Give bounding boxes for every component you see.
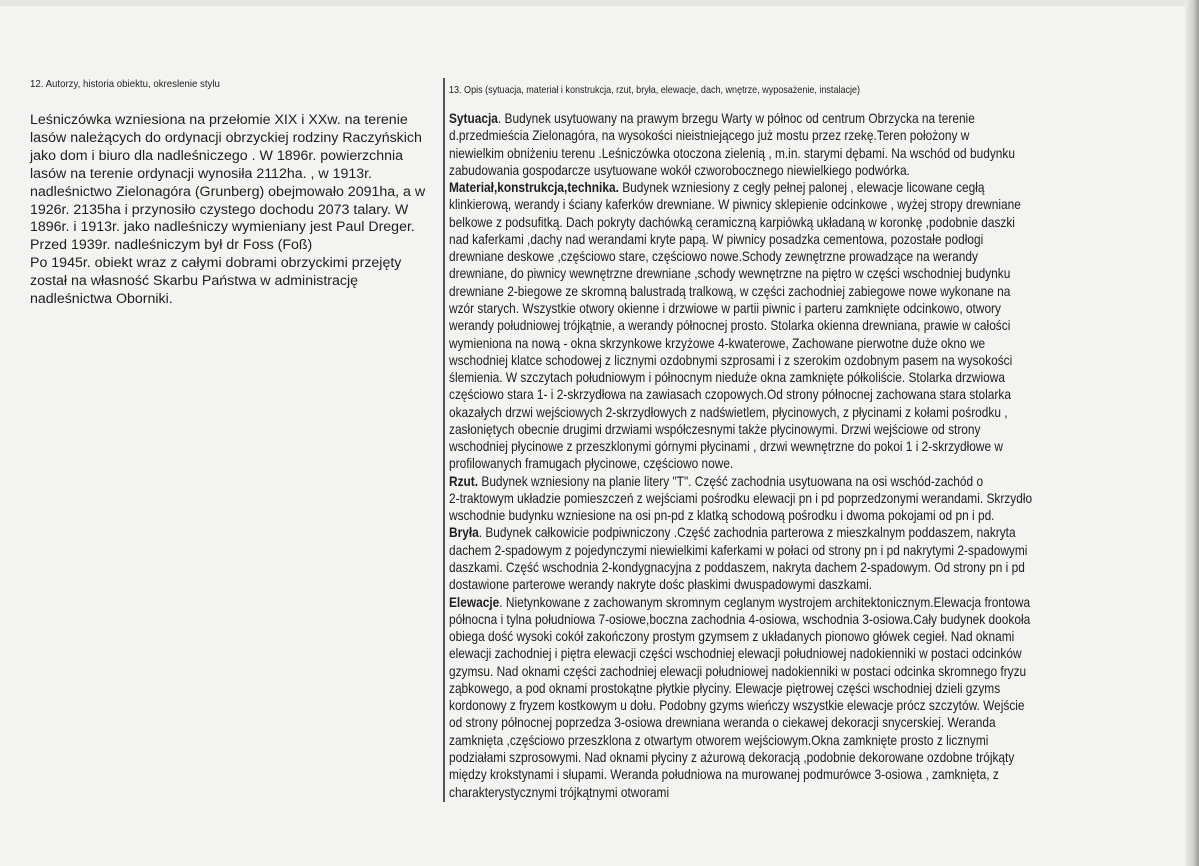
- text-line: [449, 542, 1027, 559]
- section-heading: Sytuacja: [449, 111, 498, 126]
- section-12-header: 12. Autorzy, historia obiektu, okreslenie stylu: [30, 78, 220, 90]
- line-text: wzór starych. Wszystkie otwory okienne i drzwiowe w partii piwnic i parteru zamknięte odcinkowo, otwory: [449, 300, 1001, 316]
- line-text: werandy południowej trójkątnie, a werandy północnej prosto. Stolarka okienna drewniana, prawie w całości: [449, 318, 1011, 334]
- line-text: daszkami. Część wschodnia 2-kondygnacyjna z poddaszem, nakryta dachem 2-spadowym. Od strony pn i pd: [449, 560, 1025, 576]
- line-text: ząbkowego, a pod oknami prostokątne płytkie płyciny. Elewacje piętrowej części wschodniej dzieli gzyms: [449, 680, 1001, 696]
- text-line: Po 1945r. obiekt wraz z całymi dobrami obrzyckimi przejęty: [30, 255, 402, 272]
- text-line: [449, 732, 988, 749]
- line-text: . Budynek całkowicie podpiwniczony .Część zachodnia parterowa z mieszkalnym poddaszem, nakryta: [478, 525, 1016, 541]
- text-line: [449, 490, 1032, 507]
- line-text: dachem 2-spadowym z pojedynczymi niewielkimi kaferkami w połaci od strony pn i pd nakrytymi 2-spadowymi: [449, 542, 1028, 558]
- line-text: od strony północnej poprzedza 3-osiowa drewniana weranda o ciekawej dekoracji snycerskiej. Weranda: [449, 715, 996, 731]
- text-line: 1926r. 2135ha i przynosiło czystego dochodu 2073 talary. W: [30, 201, 409, 218]
- text-line: lasów na terenie ordynacji wynosiła 2112ha. , w 1913r.: [30, 165, 373, 182]
- text-line: [449, 784, 669, 801]
- text-line: [449, 438, 1003, 455]
- line-text: 2-traktowym układzie pomieszczeń z wejściami pośrodku elewacji pn i pd poprzedzonymi werandami. Skrzydło: [449, 490, 1033, 506]
- text-line: [449, 645, 1022, 662]
- line-text: kordonowy z fryzem kostkowym u dołu. Podobny gzyms wieńczy wszystkie elewacje prócz szczytów. Wejście: [449, 698, 1025, 714]
- text-line: [449, 179, 985, 196]
- text-line: [449, 231, 983, 248]
- text-line: [449, 369, 1005, 386]
- text-line: [449, 680, 1000, 697]
- line-text: profilowanych framugach płycinowe, częściowo nowe.: [449, 456, 734, 472]
- text-line: 1896r. i 1913r. jako nadleśniczy wymieniany jest Paul Dreger.: [30, 219, 415, 236]
- text-line: [449, 248, 978, 265]
- text-line: [449, 196, 1021, 213]
- text-line: [449, 162, 910, 179]
- line-text: zabudowania gospodarcze usytuowane wokół czworobocznego niewielkiego podwórka.: [449, 162, 910, 178]
- line-text: belkowe z podsufitką. Dach pokryty dachówką ceramiczną karpiówką układaną w koronkę ,podobnie daszki: [449, 214, 1015, 230]
- text-line: [449, 317, 1010, 334]
- text-line: [449, 559, 1025, 576]
- text-line: [449, 663, 1026, 680]
- text-line: [449, 127, 969, 144]
- line-text: drewniane, do piwnicy wewnętrzne drewniane ,schody wewnętrzne na piętro w części wschodniej budynku: [449, 266, 1011, 282]
- text-line: Przed 1939r. nadleśniczym był dr Foss (Foß): [30, 237, 313, 254]
- line-text: wymieniona na nową - okna skrzynkowe krzyżowe 4-kwaterowe, Zachowane pierwotne duże okno we: [449, 335, 986, 351]
- line-text: Budynek wzniesiony z cegły pełnej palonej , elewacje licowane cegłą: [618, 180, 985, 196]
- text-line: jako dom i biuro dla nadleśniczego . W 1896r. powierzchnia: [30, 147, 404, 164]
- text-line: [449, 714, 996, 731]
- text-line: [449, 697, 1025, 714]
- text-line: został na własność Skarbu Państwa w administrację: [30, 273, 359, 290]
- text-line: [449, 576, 872, 593]
- text-line: [449, 265, 1010, 282]
- text-line: [449, 749, 1014, 766]
- line-text: charakterystycznymi trójkątnymi otworami: [449, 784, 670, 800]
- line-text: dostawione parterowe werandy nakryte dośc płaskimi dwuspadowymi daszkami.: [449, 577, 873, 593]
- section-13-header: 13. Opis (sytuacja, materiał i konstrukcja, rzut, bryła, elewacje, dach, wnętrze, wyposażenie, instalacje): [449, 84, 861, 96]
- text-line: nadleśnictwo Zielonagóra (Grunberg) obejmowało 2091ha, a w: [30, 183, 426, 200]
- text-line: [449, 404, 1008, 421]
- text-line: [449, 335, 985, 352]
- text-line: lasów należących do ordynacji obrzyckiej rodziny Raczyńskich: [30, 129, 422, 146]
- section-heading: Bryła: [449, 525, 479, 541]
- line-text: zamknięta ,częściowo przeszklona z otwartym otworem wejściowym.Okna zamknięte prosto z licznymi: [449, 732, 989, 748]
- text-line: [449, 611, 1030, 628]
- text-line: [449, 766, 999, 783]
- text-line: [449, 594, 1030, 611]
- section-heading: Materiał,konstrukcja,technika.: [449, 180, 619, 196]
- text-line: [449, 110, 975, 127]
- text-line: Leśniczówka wzniesiona na przełomie XIX i XXw. na terenie: [30, 112, 408, 128]
- text-line: [449, 628, 1014, 645]
- text-line: [449, 214, 1015, 231]
- line-text: drewniane 2-biegowe ze skromną balustradą tralkową, w części zachodniej zabiegowe nowe wykonane na: [449, 283, 1011, 299]
- line-text: nad kaferkami ,dachy nad werandami kryte papą. W piwnicy posadzka cementowa, pozostałe podłogi: [449, 231, 984, 247]
- text-line: [449, 421, 980, 438]
- line-text: elewacji zachodniej i piętra elewacji części wschodniej elewacji południowej nadokienniki w postaci odcinków: [449, 646, 1022, 662]
- line-text: Budynek wzniesiony na planie litery "T". Część zachodnia usytuowana na osi wschód-zachód o: [478, 473, 984, 489]
- line-text: między krokstynami i słupami. Weranda południowa na murowanej podmurówce 3-osiowa , zamknięta, z: [449, 767, 999, 783]
- line-text: wschodnie budynku wzniesione na osi pn-pd z klatką schodową pośrodku i dwoma pokojami od pn i pd.: [449, 508, 995, 524]
- line-text: klinkierową, werandy i ściany kaferków drewniane. W piwnicy sklepienie odcinkowe , wyżej stropy drewniane: [449, 197, 1021, 213]
- line-text: północna i tylna południowa 7-osiowe,boczna zachodnia 4-osiowa, wschodnia 3-osiowa.Cały budynek dookoła: [449, 611, 1031, 627]
- text-line: [449, 300, 1001, 317]
- line-text: obiega dość wysoki cokół zakończony prostym gzymsem z układanych pionowo główek cegieł. Nad oknami: [449, 629, 1015, 645]
- text-line: [449, 507, 994, 524]
- line-text: podziałami szprosowymi. Nad oknami płyciny z ażurową dekoracją ,podobnie dekorowane ozdobne trójkąty: [449, 749, 1015, 765]
- text-line: [449, 145, 1015, 162]
- line-text: ślemienia. W szczytach południowym i północnym nieduże okna zamknięte półkoliście. Stolarka drzwiowa: [449, 370, 1005, 386]
- text-line: [449, 283, 1010, 300]
- column-divider: [443, 78, 445, 802]
- text-line: nadleśnictwa Oborniki.: [30, 291, 173, 307]
- line-text: częściowo stara 1- i 2-skrzydłowa na zawiasach czopowych.Od strony północnej zachowana stara stolarka: [449, 387, 1011, 403]
- line-text: d.przedmieścia Zielonagóra, na wysokości nieistniejącego już mostu przez rzekę.Teren położony w: [449, 128, 970, 144]
- line-text: okazałych drzwi wejściowych 2-skrzydłowych z nadświetlem, płycinowych, z płycinami z kołami pośrodku ,: [449, 404, 1008, 420]
- text-line: [449, 352, 1012, 369]
- line-text: drewniane deskowe ,częściowo stare, częściowo nowe.Schody zewnętrzne prowadzące na werandy: [449, 249, 978, 265]
- line-text: gzymsu. Nad oknami części zachodniej elewacji południowej nadokienniki w postaci odcinka skromnego fryzu: [449, 663, 1027, 679]
- line-text: niewielkim obniżeniu terenu .Leśniczówka otoczona zielenią , m.in. starymi dębami. Na wschód od budynku: [449, 145, 1015, 161]
- section-heading: Elewacje: [449, 594, 500, 610]
- line-text: zasłoniętych obecnie drugimi drzwiami współczesnymi także płycinowymi. Drzwi wejściowe od strony: [449, 421, 981, 437]
- line-text: wschodniej płycinowe z przeszklonymi górnymi płycinami , drzwi wewnętrzne do pokoi 1 i 2-skrzydłowe w: [449, 439, 1003, 455]
- scan-edge: [0, 0, 1199, 6]
- line-text: . Nietynkowane z zachowanym skromnym ceglanym wystrojem architektonicznym.Elewacja frontowa: [499, 594, 1031, 610]
- section-heading: Rzut.: [449, 473, 479, 489]
- line-text: . Budynek usytuowany na prawym brzegu Warty w północ od centrum Obrzycka na terenie: [497, 111, 975, 126]
- text-line: [449, 386, 1011, 403]
- line-text: wschodniej klatce schodowej z licznymi ozdobnymi szprosami i z szerokim ozdobnym pasem na wysokości: [449, 352, 1013, 368]
- scan-edge: [1185, 0, 1199, 866]
- text-line: [449, 524, 1016, 541]
- text-line: [449, 455, 733, 472]
- text-line: [449, 473, 983, 490]
